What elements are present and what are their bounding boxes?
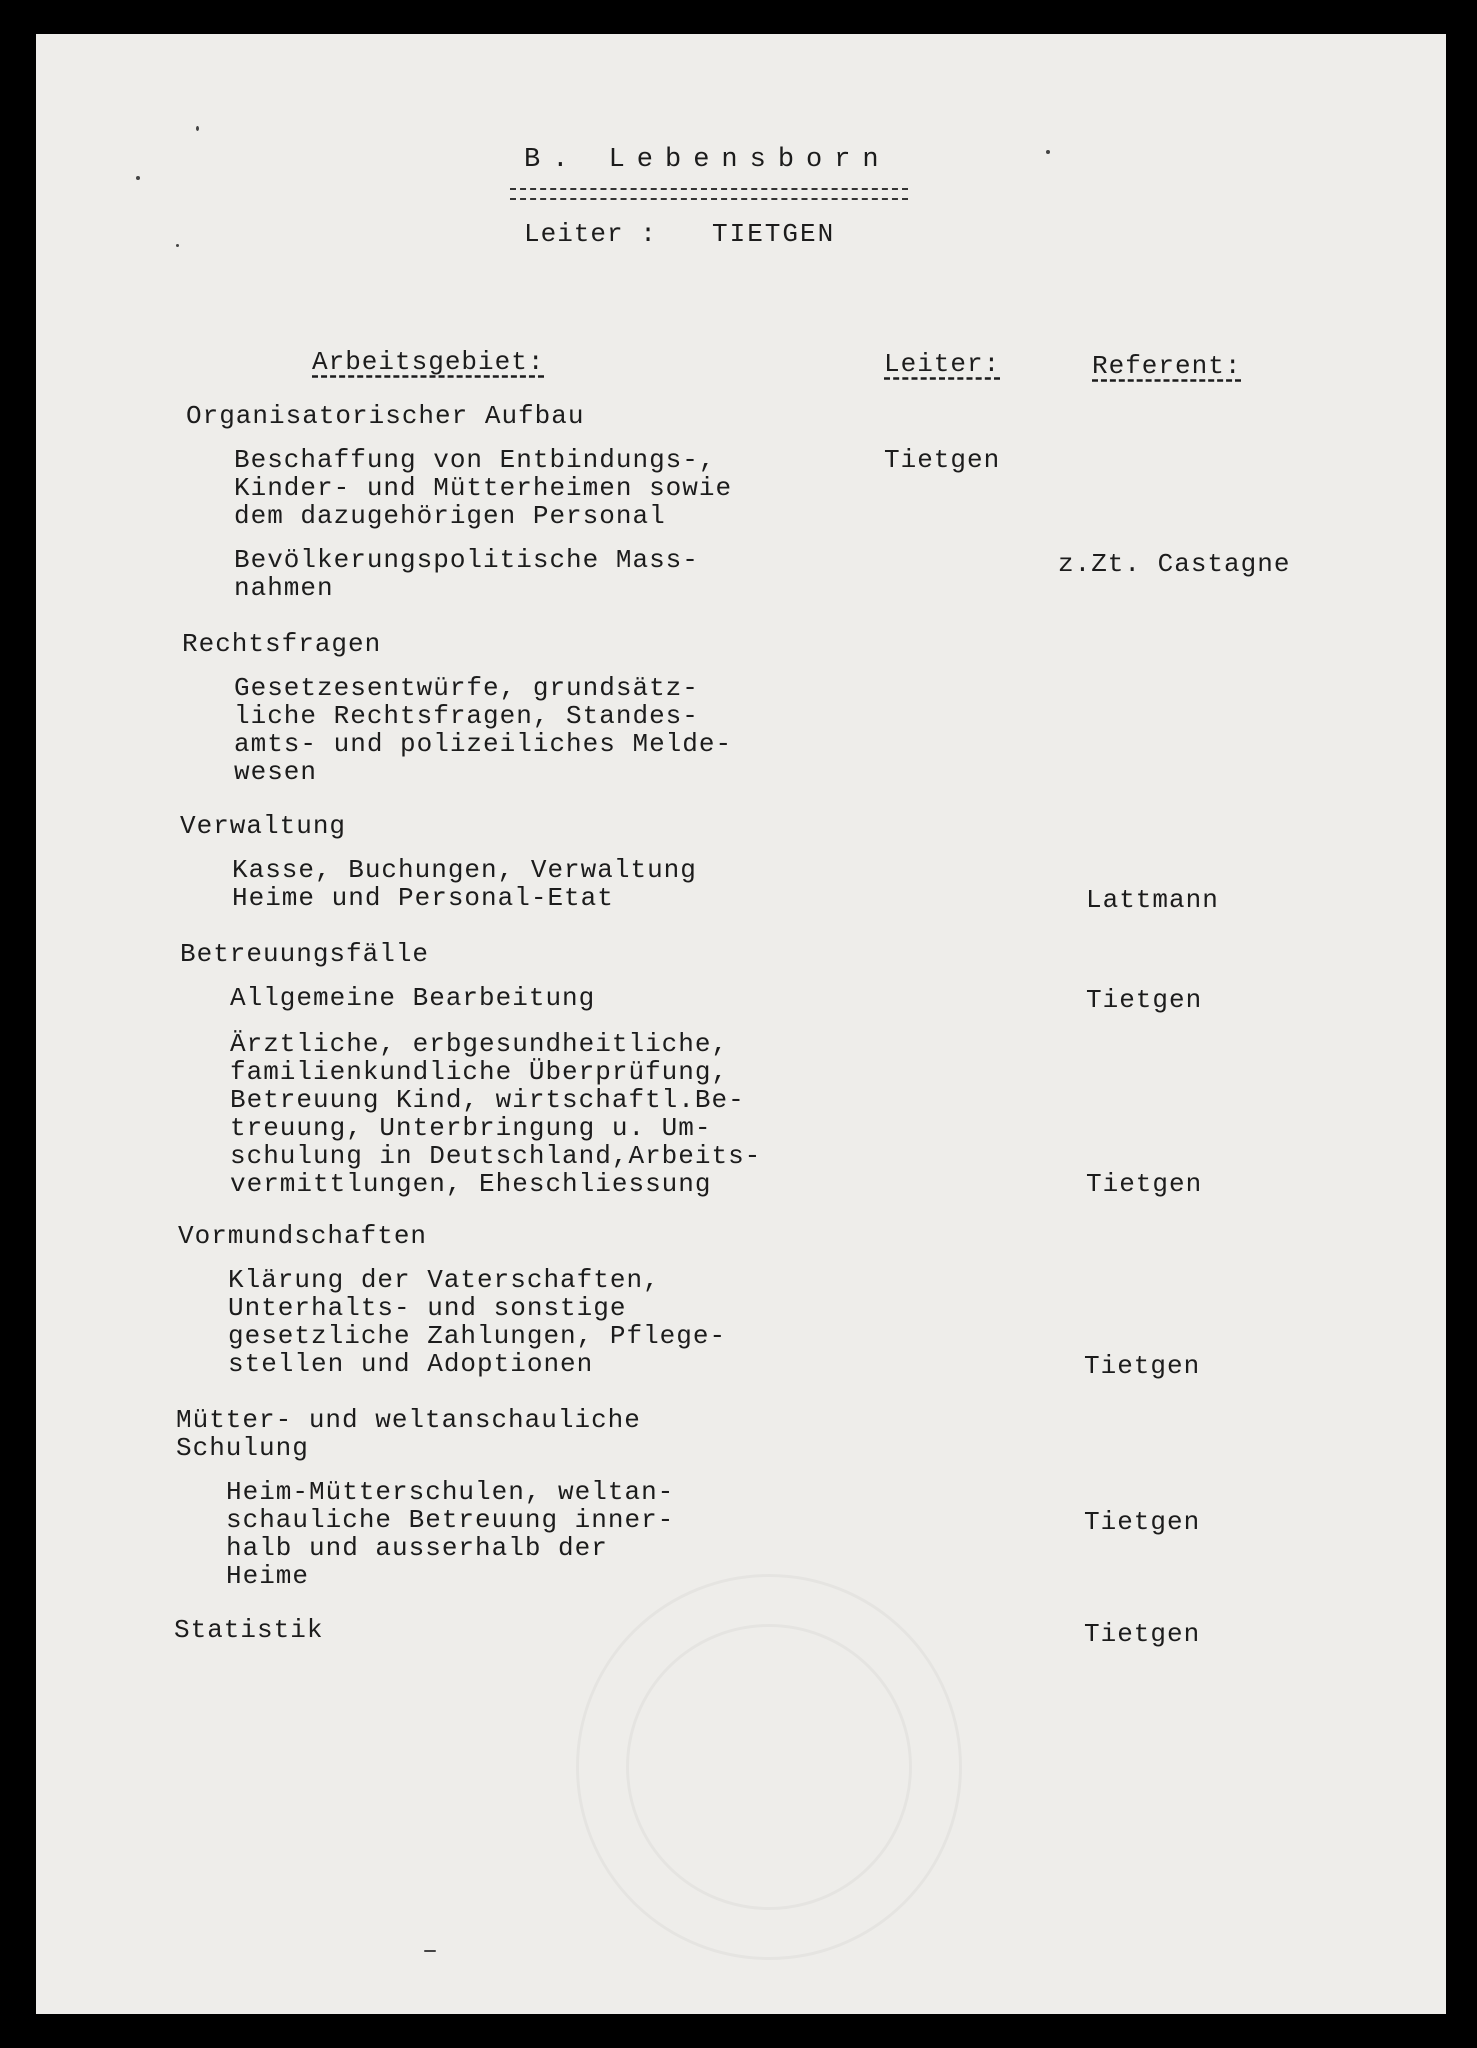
ink-speck xyxy=(1046,150,1050,154)
item-muetterschulen: Heim-Mütterschulen, weltan- schauliche Betreuung inner- halb und ausserhalb der Heime xyxy=(226,1477,675,1591)
watermark-seal-inner xyxy=(626,1624,912,1910)
section-heading-rechtsfragen: Rechtsfragen xyxy=(182,629,382,659)
section-heading-schulung: Mütter- und weltanschauliche Schulung xyxy=(176,1405,641,1463)
item-beschaffung-leiter: Tietgen xyxy=(884,445,1001,475)
item-bevoelkerung-referent: z.Zt. Castagne xyxy=(1058,549,1291,579)
item-gesetzesentwuerfe: Gesetzesentwürfe, grundsätz- liche Rechtsfragen, Standes- amts- und polizeiliches Melde- wesen xyxy=(234,673,733,787)
item-aerztliche: Ärztliche, erbgesundheitliche, familienkundliche Überprüfung, Betreuung Kind, wirtschaftl.Be- treuung, Unterbringung u. Um- schulung in Deutschland,Arbeits- vermittlungen, Eheschliessung xyxy=(230,1029,762,1199)
section-heading-verwaltung: Verwaltung xyxy=(180,811,347,841)
item-aerztliche-referent: Tietgen xyxy=(1086,1169,1203,1199)
item-kasse: Kasse, Buchungen, Verwaltung Heime und Personal-Etat xyxy=(232,855,697,913)
section-heading-vormundschaften: Vormundschaften xyxy=(178,1221,428,1251)
column-heading-referent: Referent: xyxy=(1092,351,1242,381)
item-bevoelkerung: Bevölkerungspolitische Mass- nahmen xyxy=(234,545,699,603)
document-title: B. Lebensborn xyxy=(524,145,891,175)
section-heading-organisation: Organisatorischer Aufbau xyxy=(186,401,585,431)
ink-speck xyxy=(176,244,179,247)
column-heading-arbeitsgebiet: Arbeitsgebiet: xyxy=(312,347,545,377)
section-heading-betreuungsfaelle: Betreuungsfälle xyxy=(180,939,430,969)
title-double-underline xyxy=(510,188,908,200)
leiter-name: TIETGEN xyxy=(712,219,836,249)
leiter-label: Leiter : xyxy=(524,219,657,249)
item-beschaffung: Beschaffung von Entbindungs-, Kinder- und Mütterheimen sowie dem dazugehörigen Personal xyxy=(234,445,733,531)
item-vaterschaften-referent: Tietgen xyxy=(1084,1351,1201,1381)
section-heading-statistik: Statistik xyxy=(174,1615,324,1645)
item-muetterschulen-referent: Tietgen xyxy=(1084,1507,1201,1537)
item-allgemeine-bearbeitung-referent: Tietgen xyxy=(1086,985,1203,1015)
item-vaterschaften: Klärung der Vaterschaften, Unterhalts- und sonstige gesetzliche Zahlungen, Pflege- stellen und Adoptionen xyxy=(228,1265,727,1379)
column-heading-leiter: Leiter: xyxy=(884,349,1001,379)
item-kasse-referent: Lattmann xyxy=(1086,885,1219,915)
ink-speck xyxy=(424,1950,436,1952)
document-page xyxy=(36,34,1446,2014)
ink-speck xyxy=(136,176,140,180)
statistik-referent: Tietgen xyxy=(1084,1619,1201,1649)
item-allgemeine-bearbeitung: Allgemeine Bearbeitung xyxy=(230,983,596,1013)
ink-speck xyxy=(196,126,199,131)
